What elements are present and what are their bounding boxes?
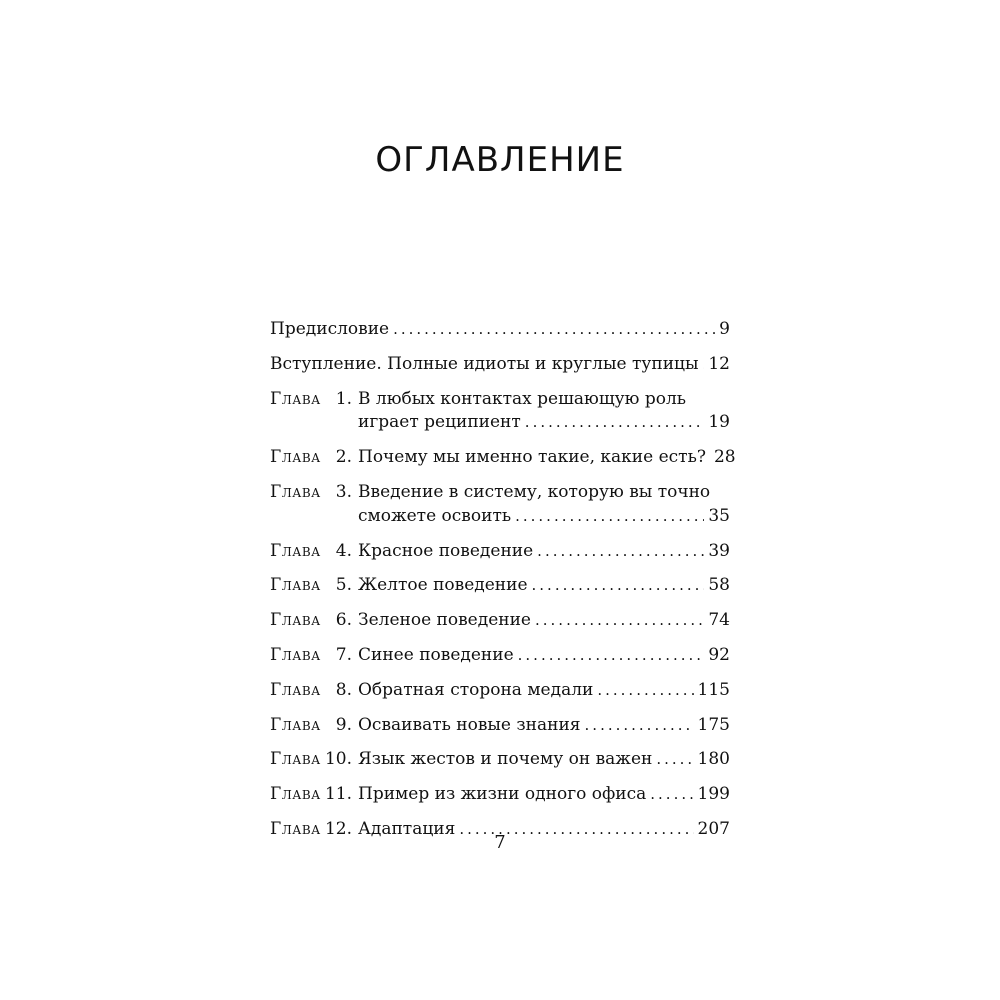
dot-leader xyxy=(650,784,693,805)
chapter-number: 8. xyxy=(335,679,352,700)
dot-leader xyxy=(515,506,704,527)
chapter-label: Глава xyxy=(270,644,321,665)
dot-leader xyxy=(597,680,693,701)
toc-entry-chapter-3[interactable] xyxy=(270,481,730,529)
toc-entry-introduction[interactable] xyxy=(270,353,730,377)
toc-page-number: 39 xyxy=(708,540,730,561)
dot-leader xyxy=(537,541,704,562)
dot-leader xyxy=(703,354,705,375)
toc-entry-title-continued: сможете освоить xyxy=(358,505,512,526)
toc-entry-preface[interactable] xyxy=(270,318,730,342)
chapter-label: Глава xyxy=(270,749,321,770)
toc-page-number: 207 xyxy=(697,818,730,839)
toc-entry-title: Синее поведение xyxy=(358,644,514,665)
toc-page-number: 35 xyxy=(708,505,730,526)
toc-page-number: 28 xyxy=(713,447,736,468)
chapter-number: 2. xyxy=(335,447,352,468)
dot-leader xyxy=(585,715,694,736)
toc-entry-chapter-11[interactable] xyxy=(270,783,730,807)
chapter-number: 12. xyxy=(324,818,352,839)
dot-leader xyxy=(518,645,705,666)
chapter-number: 9. xyxy=(335,714,352,735)
toc-entry-title: Язык жестов и почему он важен xyxy=(358,749,653,770)
toc-entry-title: В любых контактах решающую роль xyxy=(358,388,687,409)
toc-page-number: 74 xyxy=(708,610,730,631)
page-title: ОГЛАВЛЕНИЕ xyxy=(375,140,625,180)
toc-page-number: 115 xyxy=(697,679,730,700)
toc-entry-title: Адаптация xyxy=(358,818,456,839)
dot-leader xyxy=(393,319,715,340)
toc-entry-chapter-5[interactable] xyxy=(270,574,730,598)
toc-page-number: 180 xyxy=(697,749,730,770)
toc-entry-chapter-4[interactable] xyxy=(270,540,730,564)
chapter-label: Глава xyxy=(270,540,321,561)
toc-entry-title: Осваивать новые знания xyxy=(358,714,581,735)
chapter-number: 10. xyxy=(324,749,352,770)
chapter-number: 5. xyxy=(335,575,352,596)
toc-entry-chapter-10[interactable] xyxy=(270,748,730,772)
toc-entry-title: Вступление. Полные идиоты и круглые тупицы xyxy=(270,353,699,374)
toc-entry-title: Зеленое поведение xyxy=(358,610,531,631)
toc-page-number: 12 xyxy=(708,353,730,374)
chapter-number: 6. xyxy=(335,610,352,631)
toc-entry-title: Введение в систему, которую вы точно xyxy=(358,481,711,502)
toc-entry-title: Желтое поведение xyxy=(358,575,528,596)
dot-leader xyxy=(535,610,704,631)
chapter-label: Глава xyxy=(270,818,321,839)
toc-entry-title-continued: играет реципиент xyxy=(358,412,521,433)
toc-entry-title: Почему мы именно такие, какие есть? xyxy=(358,447,706,468)
dot-leader xyxy=(525,412,705,433)
dot-leader xyxy=(656,749,693,770)
toc-entry-chapter-1[interactable] xyxy=(270,388,730,436)
table-of-contents xyxy=(270,318,736,853)
toc-page-number: 58 xyxy=(708,575,730,596)
toc-entry-title: Обратная сторона медали xyxy=(358,679,594,700)
toc-page-number: 19 xyxy=(708,412,730,433)
toc-entry-title: Предисловие xyxy=(270,319,390,339)
chapter-label: Глава xyxy=(270,388,321,409)
toc-entry-chapter-9[interactable] xyxy=(270,714,730,738)
toc-page-number: 9 xyxy=(719,319,730,339)
chapter-label: Глава xyxy=(270,447,321,468)
page-number: 7 xyxy=(494,832,506,853)
toc-entry-title: Пример из жизни одного офиса xyxy=(358,784,647,805)
chapter-label: Глава xyxy=(270,481,321,502)
chapter-label: Глава xyxy=(270,679,321,700)
chapter-number: 4. xyxy=(335,540,352,561)
chapter-number: 3. xyxy=(335,481,352,502)
chapter-label: Глава xyxy=(270,610,321,631)
toc-entry-title: Красное поведение xyxy=(358,540,534,561)
chapter-number: 7. xyxy=(335,644,352,665)
toc-page-number: 199 xyxy=(697,784,730,805)
chapter-number: 1. xyxy=(335,388,352,409)
chapter-label: Глава xyxy=(270,714,321,735)
toc-page-number: 175 xyxy=(697,714,730,735)
toc-entry-chapter-6[interactable] xyxy=(270,609,730,633)
toc-entry-chapter-7[interactable] xyxy=(270,644,730,668)
dot-leader xyxy=(532,575,705,596)
chapter-label: Глава xyxy=(270,784,321,805)
chapter-label: Глава xyxy=(270,575,321,596)
chapter-number: 11. xyxy=(324,784,352,805)
toc-page-number: 92 xyxy=(708,644,730,665)
toc-entry-chapter-8[interactable] xyxy=(270,679,730,703)
toc-entry-chapter-2[interactable] xyxy=(270,446,736,470)
